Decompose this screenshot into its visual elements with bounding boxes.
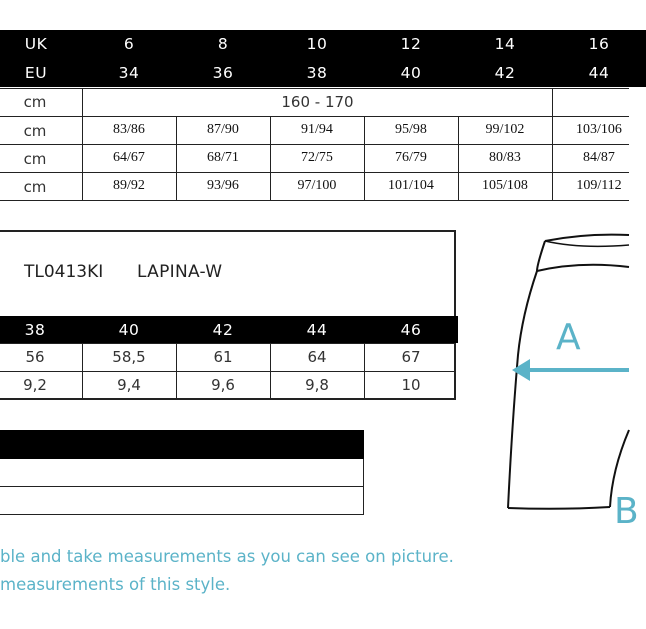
unit-label-height: cm [23,93,47,111]
style-size: 38 [0,316,82,343]
instruction-line-2: measurements of this style. [0,575,231,594]
table-cell: 83/86 [113,122,145,137]
table-cell: 80/83 [489,150,521,165]
table-cell: 84/87 [583,150,615,165]
eu-size: 34 [82,58,176,87]
style-size: 44 [270,316,364,343]
uk-size: 6 [82,30,176,58]
table-cell: 89/92 [113,178,145,193]
table-cell: 9,2 [23,376,47,394]
table-cell: 87/90 [207,122,239,137]
empty-table-header [0,430,364,459]
style-size: 42 [176,316,270,343]
table-cell: 64/67 [113,150,145,165]
table-cell: 109/112 [576,178,622,193]
eu-label: EU [10,58,62,87]
table-cell: 58,5 [112,348,146,366]
table-cell: 105/108 [482,178,528,193]
uk-size: 12 [364,30,458,58]
uk-size: 16 [552,30,646,58]
table-cell: 67 [401,348,421,366]
eu-size: 42 [458,58,552,87]
eu-size: 36 [176,58,270,87]
table-cell: 95/98 [395,122,427,137]
table-cell: 99/102 [485,122,525,137]
table-cell: 64 [307,348,327,366]
uk-size: 8 [176,30,270,58]
table-cell: 56 [25,348,45,366]
unit-label-hips: cm [23,178,47,196]
table-cell: 97/100 [297,178,337,193]
table-cell: 61 [213,348,233,366]
table-cell: 9,6 [211,376,235,394]
height-range: 160 - 170 [281,93,354,111]
style-size: 46 [364,316,458,343]
measurement-arrow-a [510,355,629,385]
eu-size: 40 [364,58,458,87]
table-cell: 10 [401,376,421,394]
uk-size: 10 [270,30,364,58]
table-cell: 101/104 [388,178,434,193]
label-b: B [614,491,639,532]
unit-label-chest: cm [23,122,47,140]
table-cell: 76/79 [395,150,427,165]
eu-size: 44 [552,58,646,87]
table-cell: 93/96 [207,178,239,193]
style-code: TL0413KI [24,262,104,282]
eu-size: 38 [270,58,364,87]
unit-label-waist: cm [23,150,47,168]
table-cell: 72/75 [301,150,333,165]
uk-label: UK [10,30,62,58]
instruction-line-1: ble and take measurements as you can see on picture. [0,547,454,566]
table-cell: 9,4 [117,376,141,394]
table-cell: 103/106 [576,122,622,137]
style-size: 40 [82,316,176,343]
table-cell: 9,8 [305,376,329,394]
style-name: LAPINA-W [137,262,223,282]
table-cell: 68/71 [207,150,239,165]
label-a: A [556,317,581,358]
uk-size: 14 [458,30,552,58]
table-cell: 91/94 [301,122,333,137]
